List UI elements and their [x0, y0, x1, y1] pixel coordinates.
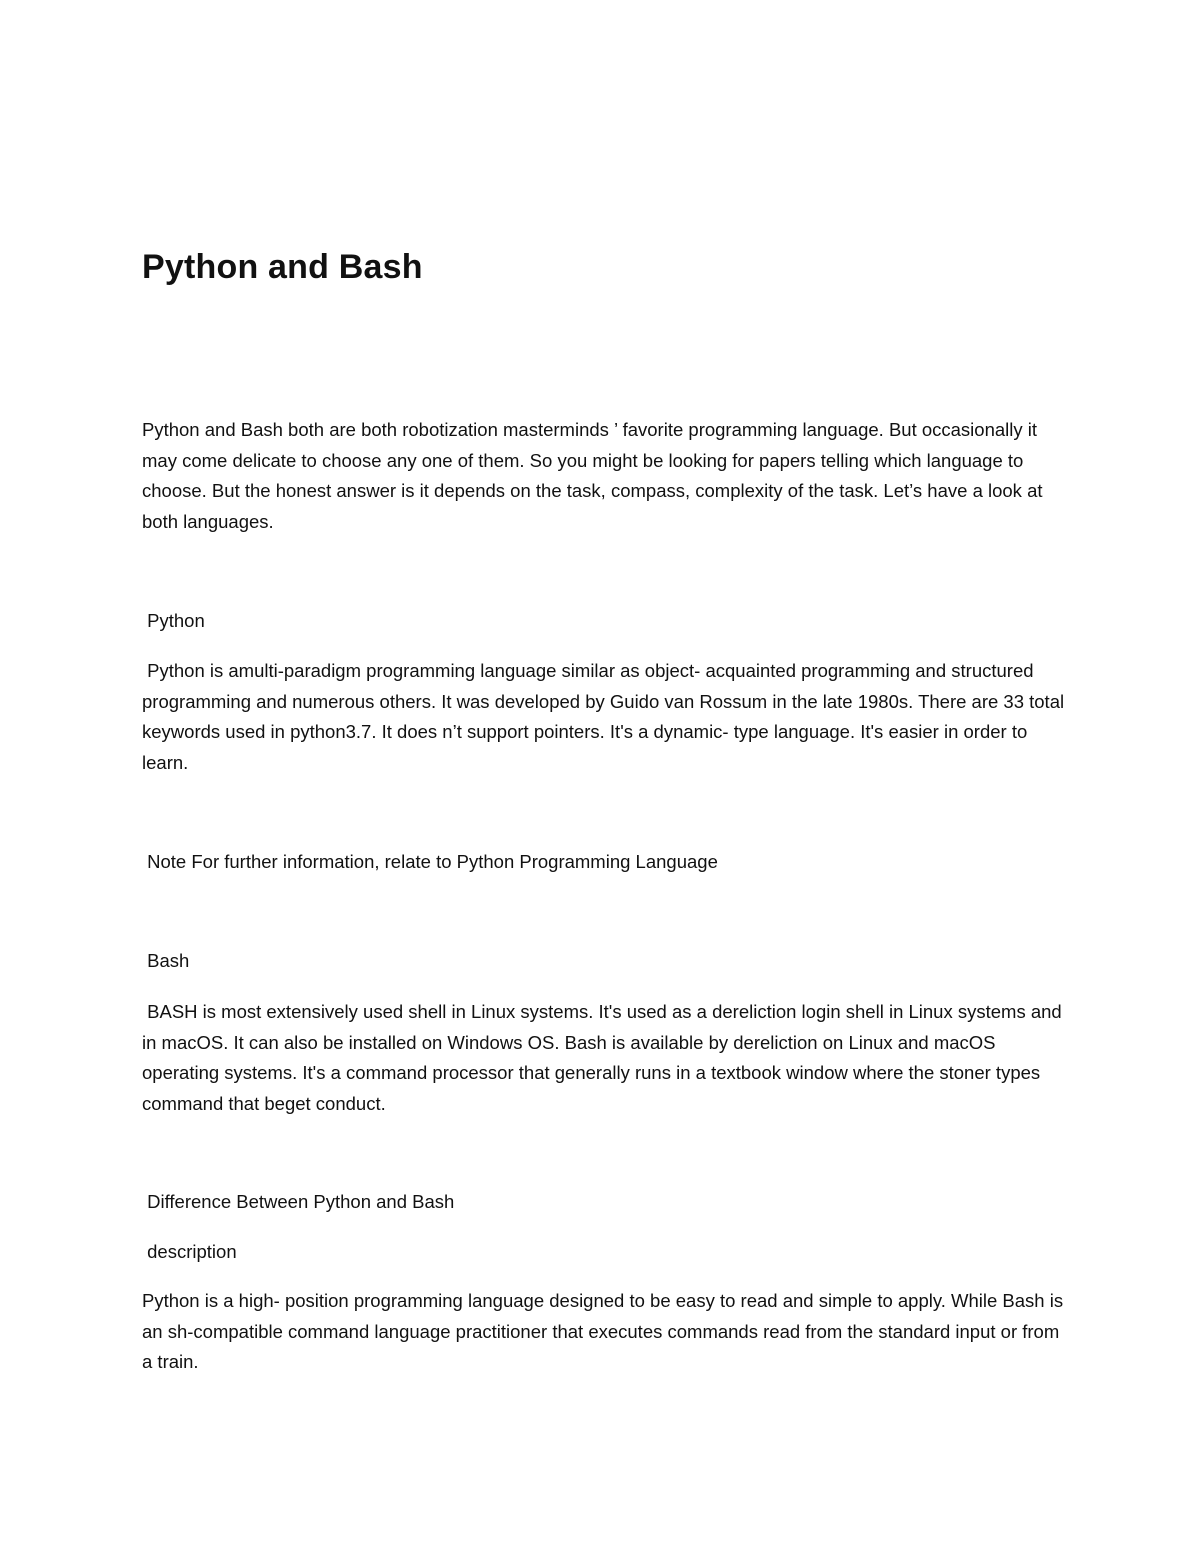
bash-paragraph: BASH is most extensively used shell in Linux systems. It's used as a dereliction login shell in Linux systems and in macOS. It can also be installed on Windows OS. Bash is available by dereliction on Linux and macOS operating systems. It's a command processor that generally runs in a textbook window where the stoner types command that beget conduct.	[142, 1001, 1067, 1114]
python-paragraph: Python is amulti-paradigm programming language similar as object- acquainted programming and structured programming and numerous others. It was developed by Guido van Rossum in the late 1980s. There are 33 total keywords used in python3.7. It does n’t support pointers. It's a dynamic- type language. It's easier in order to learn.	[142, 660, 1070, 773]
description-paragraph: Python is a high- position programming language designed to be easy to read and simple to apply. While Bash is an sh-compatible command language practitioner that executes commands read from the standard input or from a train.	[142, 1290, 1069, 1372]
note-line: Note For further information, relate to Python Programming Language	[142, 851, 718, 872]
difference-heading: Difference Between Python and Bash	[142, 1191, 455, 1212]
description-heading: description	[142, 1241, 237, 1262]
document-title: Python and Bash	[142, 248, 423, 286]
intro-paragraph: Python and Bash both are both robotization masterminds ’ favorite programming language. But occasionally it may come delicate to choose any one of them. So you might be looking for papers telling which language to choose. But the honest answer is it depends on the task, compass, complexity of the task. Let’s have a look at both languages.	[142, 419, 1048, 532]
bash-heading: Bash	[142, 950, 190, 971]
python-heading: Python	[142, 610, 205, 631]
